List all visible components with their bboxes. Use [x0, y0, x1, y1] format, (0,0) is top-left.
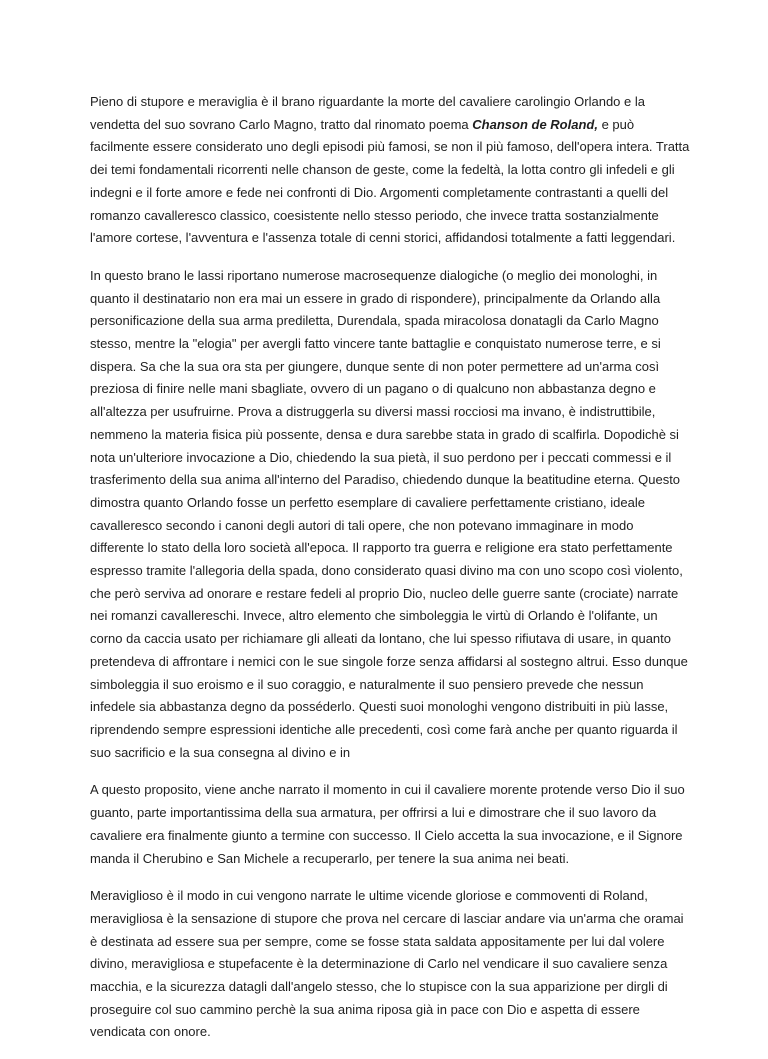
paragraph-intro	[90, 91, 690, 250]
paragraph-monologues: In questo brano le lassi riportano numerose macrosequenze dialogiche (o meglio dei monologhi, in quanto il destinatario non era mai un essere in grado di rispondere), principalmente da Orlando alla personificazione della sua arma prediletta, Durendala, spada miracolosa donatagli da Carlo Magno stesso, mentre la "elogia" per avergli fatto vincere tante battaglie e conquistato numerose terre, e si dispera. Sa che la sua ora sta per giungere, dunque sente di non poter permettere ad un'arma così preziosa di finire nelle mani sbagliate, ovvero di un pagano o di qualcuno non abbastanza degno e all'altezza per usufruirne. Prova a distruggerla su diversi massi rocciosi ma invano, è indistruttibile, nemmeno la materia fisica più possente, densa e dura sarebbe stata in grado di scalfirla. Dopodichè si nota un'ulteriore invocazione a Dio, chiedendo la sua pietà, il suo perdono per i peccati commessi e il trasferimento della sua anima all'interno del Paradiso, chiedendo dunque la beatitudine eterna. Questo dimostra quanto Orlando fosse un perfetto esemplare di cavaliere perfettamente cristiano, ideale cavalleresco secondo i canoni degli autori di tali opere, che non potevano immaginare in modo differente lo stato della loro società all'epoca. Il rapporto tra guerra e religione era stato perfettamente espresso tramite l'allegoria della spada, dono considerato quasi divino ma con uno scopo così violento, che però serviva ad onorare e restare fedeli al proprio Dio, nucleo delle guerre sante (crociate) narrate nei romanzi cavallereschi. Invece, altro elemento che simboleggia le virtù di Orlando è l'olifante, un corno da caccia usato per richiamare gli alleati da lontano, che lui spesso rifiutava di usare, in quanto pretendeva di affrontare i nemici con le sue singole forze senza affidarsi al sostegno altrui. Esso dunque simboleggia il suo eroismo e il suo coraggio, e naturalmente il suo pensiero prevede che nessun infedele sia abbastanza degno da posséderlo. Questi suoi monologhi vengono distribuiti in più lasse, riprendendo sempre espressioni identiche alle precedenti, così come farà anche per quanto riguarda il suo sacrificio e la sua consegna al divino e in	[90, 267, 688, 760]
paragraph-conclusion: Meraviglioso è il modo in cui vengono narrate le ultime vicende gloriose e commoventi di Roland, meravigliosa è la sensazione di stupore che prova nel cercare di lasciar andare via un'arma che oramai è destinata ad essere sua per sempre, come se fosse stata saldata appositamente per lui dal volere divino, meravigliosa e stupefacente è la determinazione di Carlo nel vendicare il suo cavaliere senza macchia, e la sicurezza datagli dall'angelo stesso, che lo stupisce con la sua apparizione per dirgli di proseguire col suo cammino perchè la sua anima riposa già in pace con Dio e aspetta di essere vendicata con onore.	[90, 888, 684, 1040]
poem-title: Chanson de Roland,	[472, 116, 598, 132]
paragraph-glove: A questo proposito, viene anche narrato il momento in cui il cavaliere morente protende verso Dio il suo guanto, parte importantissima della sua armatura, per offrirsi a lui e dimostrare che il suo lavoro da cavaliere era finalmente giunto a termine con successo. Il Cielo accetta la sua invocazione, e il Signore manda il Cherubino e San Michele a recuperarlo, per tenere la sua anima nei beati.	[90, 782, 685, 866]
paragraph-intro-after: e può facilmente essere considerato uno degli episodi più famosi, se non il più famoso, dell'opera intera. Tratta dei temi fondamentali ricorrenti nelle chanson de geste, come la fedeltà, la lotta contro gli infedeli e gli indegni e il forte amore e fede nei confronti di Dio. Argomenti completamente contrastanti a quelli del romanzo cavalleresco classico, coesistente nello stesso periodo, che invece tratta sostanzialmente l'amore cortese, l'avventura e l'assenza totale di cenni storici, affidandosi totalmente a fatti leggendari.	[90, 116, 690, 246]
document-page	[90, 91, 690, 1059]
paragraph-intro-before: Pieno di stupore e meraviglia è il brano riguardante la morte del cavaliere carolingio Orlando e la vendetta del suo sovrano Carlo Magno, tratto dal rinomato poema	[90, 94, 645, 132]
